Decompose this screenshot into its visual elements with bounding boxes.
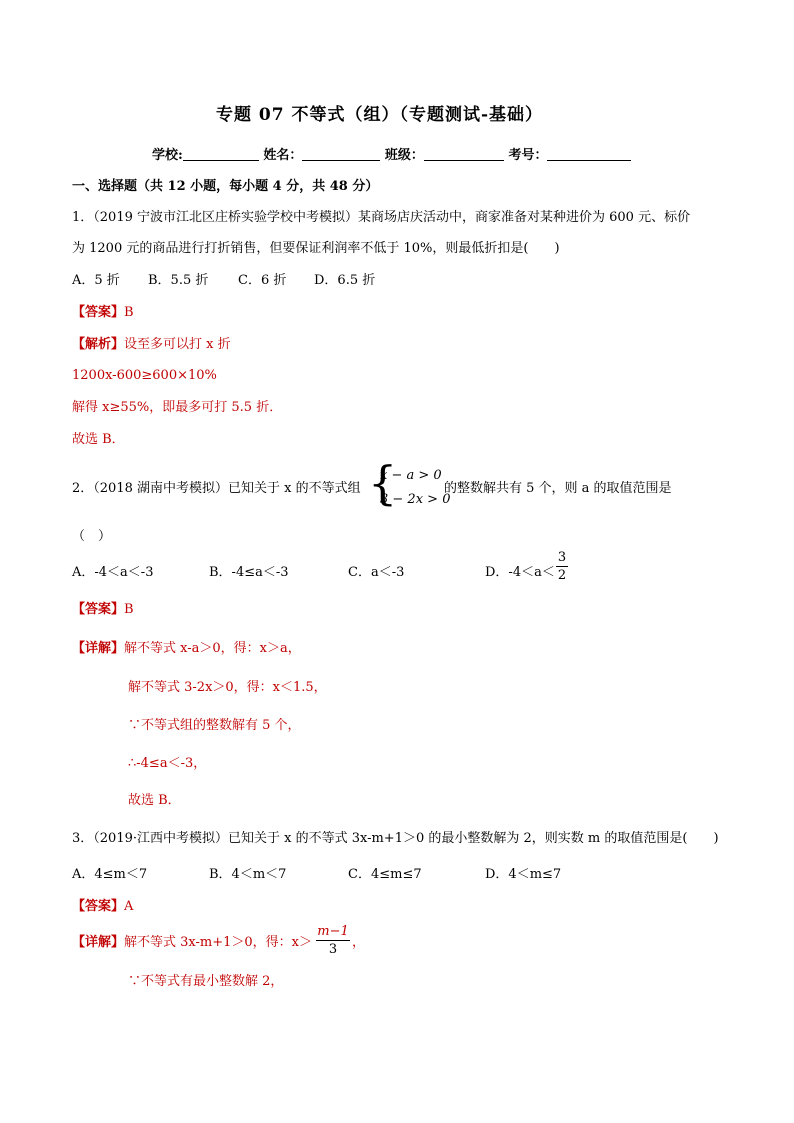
- q2-option-d: D．-4＜a＜: [485, 565, 555, 580]
- q2-detail-line1: 解不等式 x-a＞0，得：x＞a，: [124, 641, 301, 656]
- q3-option-d: D．4＜m≤7: [485, 867, 562, 882]
- school-label: 学校:: [152, 148, 183, 163]
- q1-analysis-line2: 1200x-600≥600×10%: [72, 368, 217, 383]
- q3-detail-line1: 解不等式 3x-m+1＞0，得：x＞: [124, 935, 313, 950]
- student-info-line: [152, 146, 631, 165]
- detail-tag: 【详解】: [72, 935, 125, 950]
- q2-stem-prefix: 2．（2018 湖南中考模拟）已知关于 x 的不等式组: [72, 481, 361, 496]
- q1-line1: 1．（2019 宁波市江北区庄桥实验学校中考模拟）某商场店庆活动中，商家准备对某种进价为 600 元、标价: [72, 210, 691, 225]
- q3-answer-value: A: [124, 899, 134, 914]
- q2-option-c: C．a＜-3: [348, 565, 405, 580]
- name-blank: [302, 146, 380, 161]
- q1-analysis-line1: 设至多可以打 x 折: [124, 337, 231, 352]
- fraction-bar: [316, 940, 350, 941]
- analysis-tag: 【解析】: [72, 337, 125, 352]
- q1-analysis-line4: 故选 B．: [72, 432, 125, 447]
- fraction-bar: [556, 566, 568, 567]
- q3-stem: 3．（2019·江西中考模拟）已知关于 x 的不等式 3x-m+1＞0 的最小整数解为 2，则实数 m 的取值范围是( ): [72, 831, 719, 846]
- q3-option-b: B．4＜m＜7: [209, 867, 287, 882]
- detail-tag: 【详解】: [72, 641, 125, 656]
- q1-line2: 为 1200 元的商品进行打折销售，但要保证利润率不低于 10%，则最低折扣是( ): [72, 241, 560, 256]
- q2-answer-value: B: [124, 602, 134, 617]
- q3-option-a: A．4≤m＜7: [72, 867, 148, 882]
- q2-detail-line4: ∴-4≤a＜-3，: [128, 756, 207, 771]
- q1-option-d: D．6.5 折: [314, 273, 376, 288]
- q2-options: [72, 564, 555, 582]
- q3-detail-line2: ∵不等式有最小整数解 2，: [128, 974, 284, 989]
- q2-answer: [72, 601, 134, 619]
- q2-detail-line3: ∵不等式组的整数解有 5 个，: [128, 718, 301, 733]
- number-blank: [547, 146, 631, 161]
- fraction-numerator: m−1: [317, 924, 349, 939]
- q3-detail: [72, 934, 312, 952]
- q2-inequality-2: 3 − 2x > 0: [380, 492, 451, 507]
- q2-option-d-fraction: [556, 550, 568, 583]
- q2-blank-paren: （ ）: [72, 529, 112, 544]
- q3-options: [72, 866, 561, 884]
- q2-detail: [72, 640, 301, 658]
- q1-analysis: [72, 336, 231, 354]
- q1-analysis-line3: 解得 x≥55%，即最多可打 5.5 折．: [72, 400, 283, 415]
- q1-answer: [72, 304, 134, 322]
- q3-answer: [72, 898, 133, 916]
- q2-detail-line2: 解不等式 3-2x＞0，得：x＜1.5，: [128, 680, 327, 695]
- q3-option-c: C．4≤m≤7: [348, 867, 422, 882]
- q1-option-a: A．5 折: [72, 273, 120, 288]
- q2-option-a: A．-4＜a＜-3: [72, 565, 154, 580]
- answer-tag: 【答案】: [72, 305, 125, 320]
- class-blank: [424, 146, 504, 161]
- number-label: 考号：: [508, 148, 548, 163]
- system-brace: {: [368, 456, 398, 510]
- q2-detail-line5: 故选 B．: [128, 793, 181, 808]
- school-blank: [183, 146, 259, 161]
- q2-option-b: B．-4≤a＜-3: [209, 565, 289, 580]
- fraction-numerator: 3: [557, 550, 567, 565]
- q1-option-b: B．5.5 折: [148, 273, 209, 288]
- q3-fraction: [316, 924, 350, 957]
- answer-tag: 【答案】: [72, 602, 125, 617]
- answer-tag: 【答案】: [72, 899, 125, 914]
- class-label: 班级：: [384, 148, 424, 163]
- q3-detail-comma: ，: [352, 935, 366, 950]
- q2-inequality-1: x − a > 0: [380, 468, 442, 483]
- q1-option-c: C．6 折: [238, 273, 287, 288]
- name-label: 姓名：: [263, 148, 303, 163]
- fraction-denominator: 3: [328, 942, 338, 957]
- q1-options: [72, 272, 375, 290]
- section-heading: 一、选择题（共 12 小题，每小题 4 分，共 48 分）: [72, 179, 379, 194]
- q2-stem-suffix: 的整数解共有 5 个，则 a 的取值范围是: [444, 481, 672, 496]
- q1-answer-value: B: [124, 305, 134, 320]
- fraction-denominator: 2: [557, 568, 567, 583]
- page-title: 专题 07 不等式（组）（专题测试-基础）: [216, 105, 544, 125]
